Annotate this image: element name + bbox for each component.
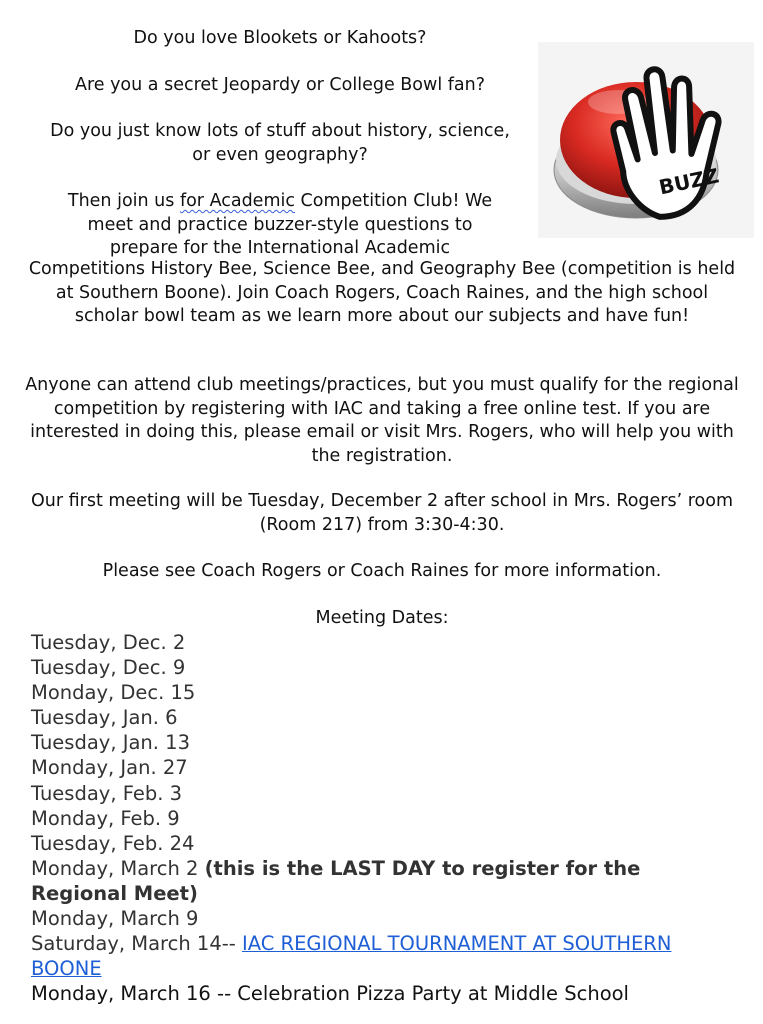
attend-paragraph: Anyone can attend club meetings/practices, but you must qualify for the regional competition by registering with IAC and taking a free online test. If you are interested in doing this, please email or visit Mrs. Rogers, who will help you with the registration. <box>25 375 739 466</box>
date-item: Tuesday, Feb. 3 <box>31 781 183 805</box>
date-item: Tuesday, Dec. 2 <box>31 631 186 654</box>
date-item-tournament: Saturday, March 14-- IAC REGIONAL TOURNAMENT AT SOUTHERN BOONE <box>31 932 672 981</box>
date-item: Monday, Jan. 27 <box>31 756 188 780</box>
intro-question-2: Are you a secret Jeopardy or College Bowl fan? <box>74 74 486 95</box>
buzz-button-hand-icon <box>538 42 754 238</box>
join-paragraph-continued: Competitions History Bee, Science Bee, and Geography Bee (competition is held at Southern Boone). Join Coach Rogers, Coach Raines, and the high school scholar bowl team as we learn more about our subjects and have fun! <box>28 259 736 326</box>
date-item: Tuesday, Jan. 13 <box>31 731 190 755</box>
tournament-link[interactable]: IAC REGIONAL TOURNAMENT AT SOUTHERN BOONE <box>31 932 672 981</box>
date-item: Monday, March 9 <box>31 907 199 931</box>
date-item-registration-deadline: Monday, March 2 (this is the LAST DAY to register for the Regional Meet) <box>31 856 641 905</box>
buzz-label: BUZZ <box>656 163 721 200</box>
intro-question-3a: Do you just know lots of stuff about history, science, <box>50 121 510 141</box>
date-item: Tuesday, Feb. 24 <box>31 831 195 855</box>
spellcheck-underline: for Academic <box>179 191 295 211</box>
see-coach-paragraph: Please see Coach Rogers or Coach Raines for more information. <box>102 561 662 581</box>
join-line-2: meet and practice buzzer-style questions to <box>87 214 473 235</box>
intro-question-3b: or even geography? <box>192 144 368 165</box>
date-item: Monday, Feb. 9 <box>31 806 180 830</box>
first-meeting-paragraph: Our first meeting will be Tuesday, December 2 after school in Mrs. Rogers’ room (Room 217) from 3:30-4:30. <box>30 491 734 535</box>
join-line-3: prepare for the International Academic <box>109 238 451 258</box>
date-item: Tuesday, Dec. 9 <box>31 656 186 680</box>
meeting-dates-heading: Meeting Dates: <box>315 608 449 628</box>
registration-deadline-note: (this is the LAST DAY to register for the Regional Meet) <box>31 856 641 905</box>
intro-section <box>30 27 530 261</box>
date-item: Tuesday, Jan. 6 <box>31 706 178 730</box>
intro-question-1: Do you love Blookets or Kahoots? <box>133 28 427 48</box>
date-item-pizza-party: Monday, March 16 -- Celebration Pizza Party at Middle School <box>31 982 629 1006</box>
date-item: Monday, Dec. 15 <box>31 681 196 705</box>
join-line-1: Then join us for Academic Competition Club! We <box>67 191 493 211</box>
meeting-dates-list <box>31 630 731 1006</box>
